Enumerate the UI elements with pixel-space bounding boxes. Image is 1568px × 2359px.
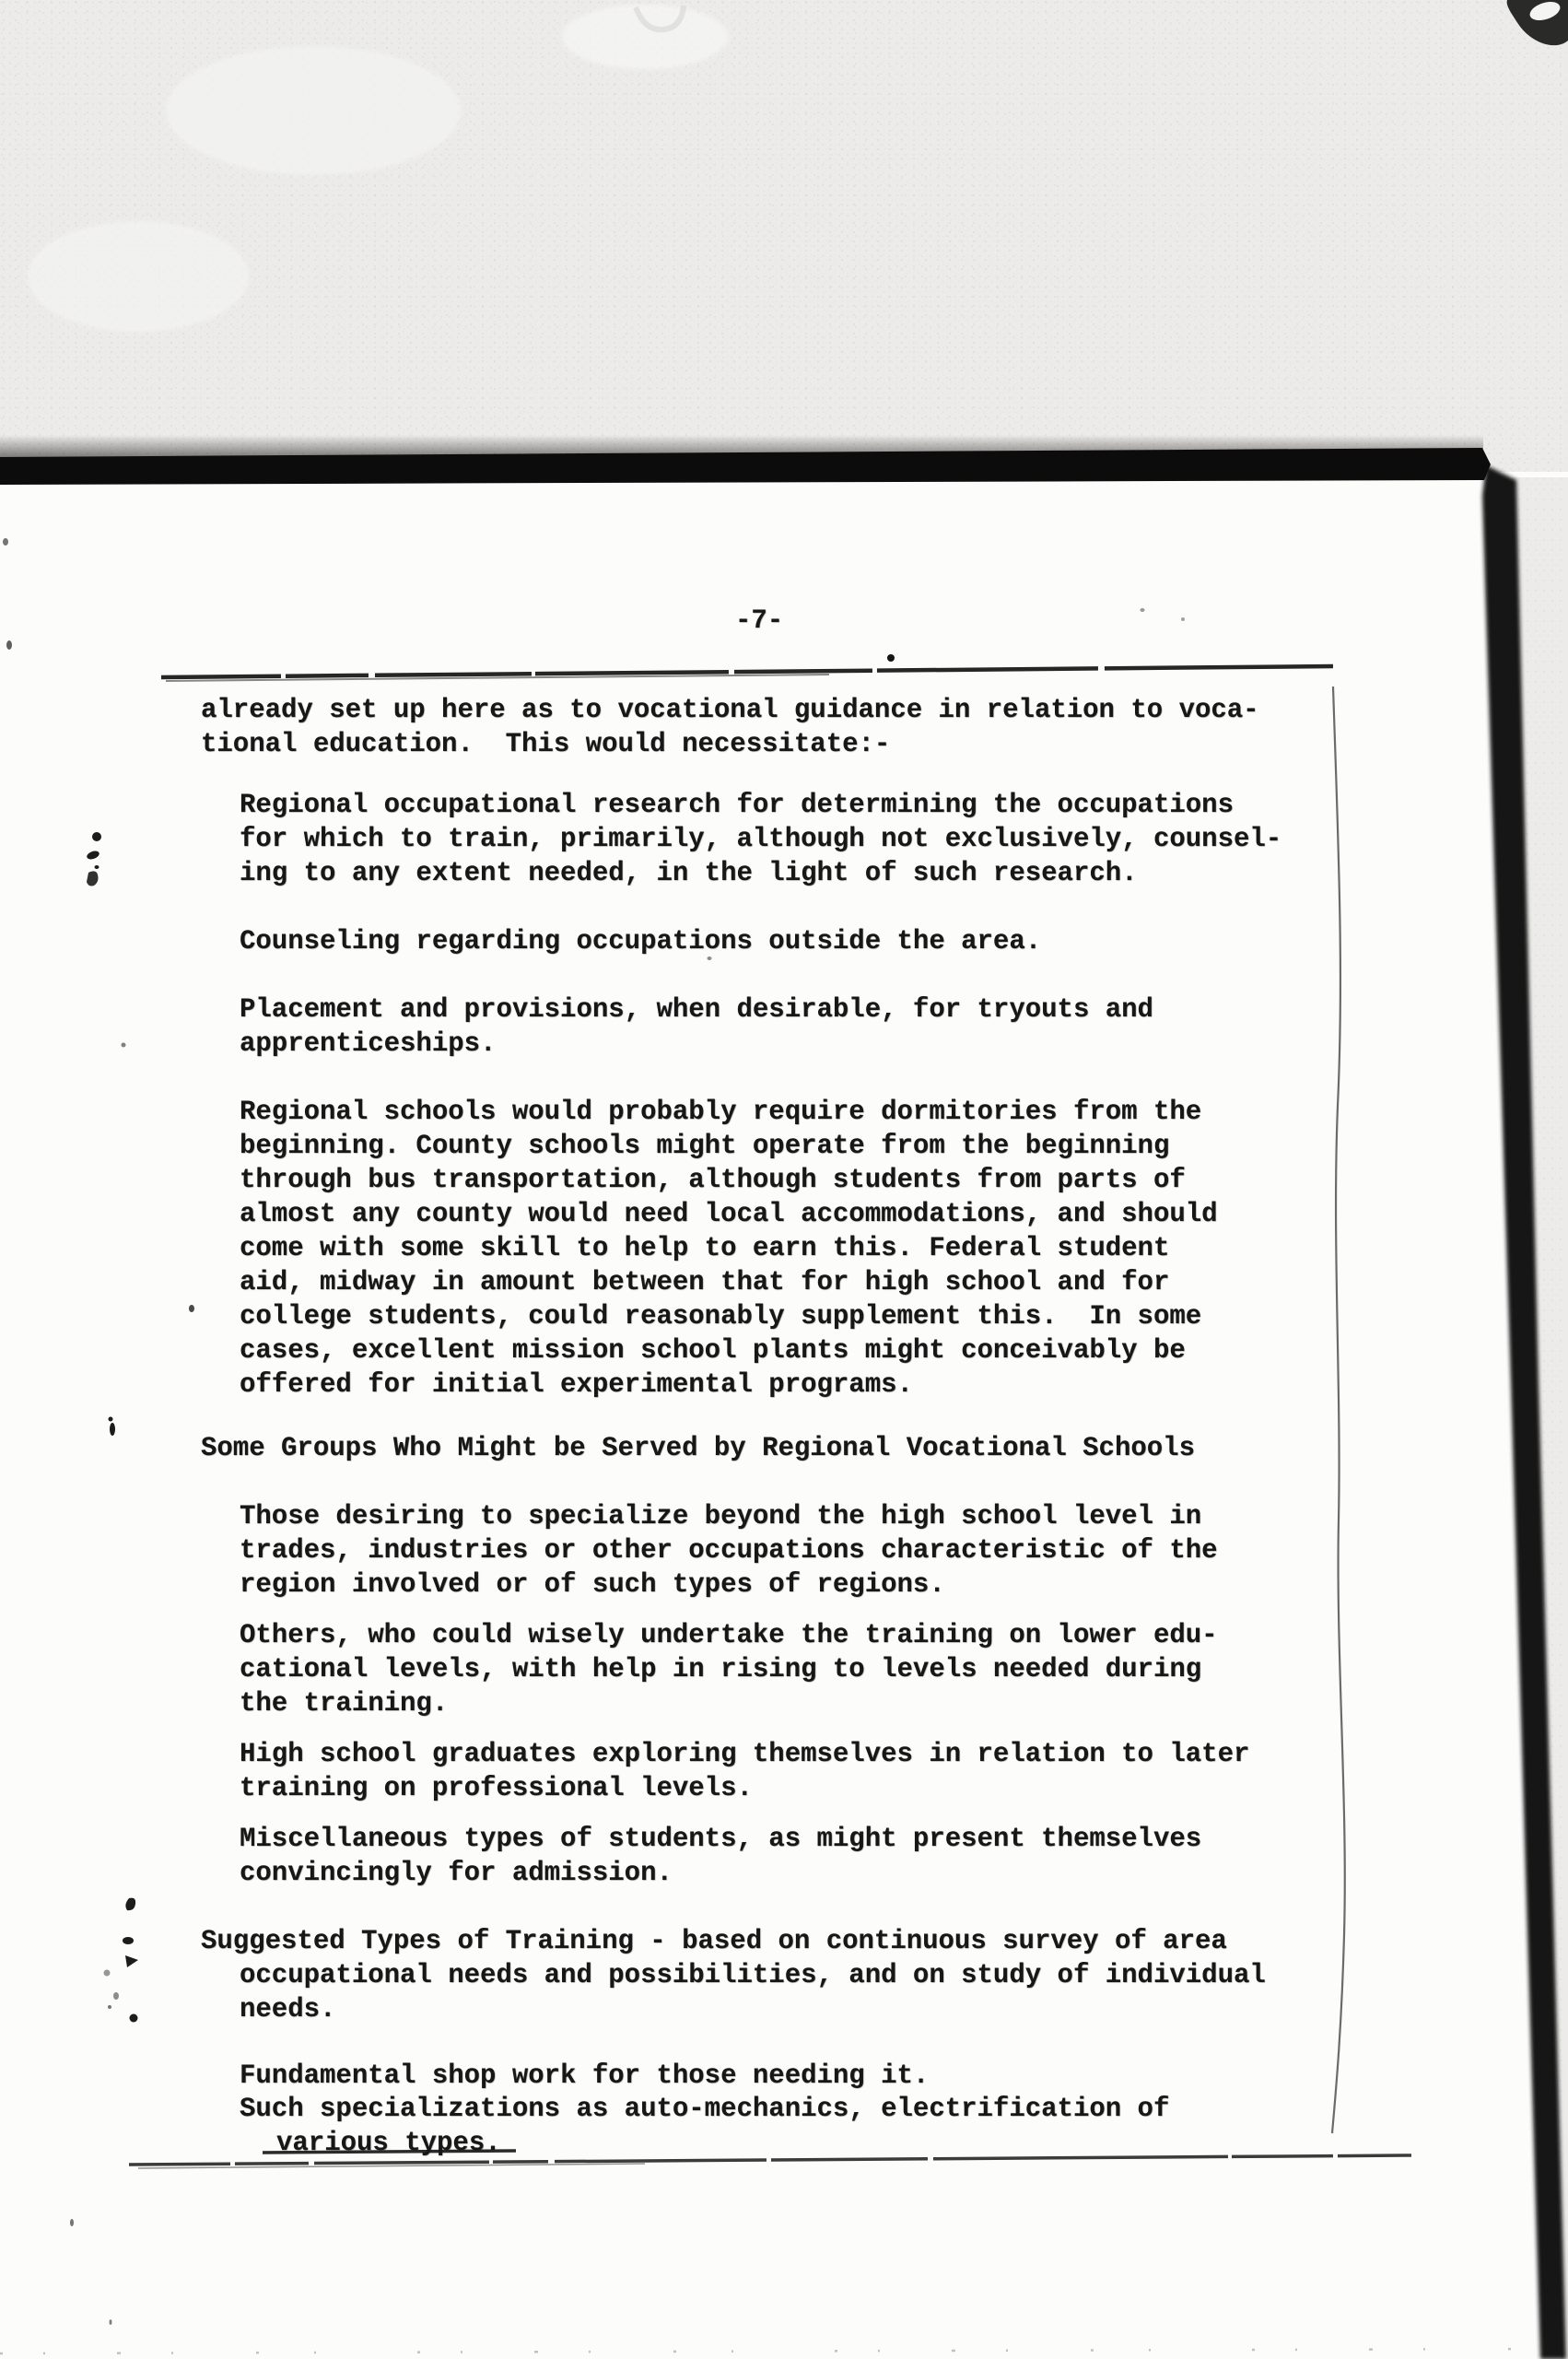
text-line: various types. [276,2127,501,2159]
text-line: cases, excellent mission school plants might conceivably be [240,1334,1186,1367]
text-line: occupational needs and possibilities, and on study of individual [240,1959,1266,1991]
text-line: already set up here as to vocational guidance in relation to voca- [201,694,1259,726]
text-line: apprenticeships. [240,1027,497,1060]
text-line: trades, industries or other occupations characteristic of the [240,1534,1218,1567]
text-line: High school graduates exploring themselves in relation to later [240,1738,1250,1770]
text-line: convincingly for admission. [240,1857,673,1889]
text-line: ing to any extent needed, in the light of such research. [240,857,1138,889]
text-line: beginning. County schools might operate from the beginning [240,1130,1170,1162]
text-line: aid, midway in amount between that for high school and for [240,1266,1170,1298]
text-line: Regional schools would probably require dormitories from the [240,1096,1202,1128]
text-line: cational levels, with help in rising to levels needed during [240,1653,1202,1685]
text-line: tional education. This would necessitate:- [201,728,891,760]
text-line: Such specializations as auto-mechanics, electrification of [240,2093,1170,2125]
text-line: college students, could reasonably supplement this. In some [240,1300,1202,1332]
text-line: offered for initial experimental programs. [240,1368,913,1401]
text-line: almost any county would need local accommodations, and should [240,1198,1218,1230]
text-line: come with some skill to help to earn this. Federal student [240,1232,1170,1264]
text-line: Fundamental shop work for those needing it. [240,2060,930,2092]
text-line: Those desiring to specialize beyond the high school level in [240,1500,1202,1532]
text-line: through bus transportation, although students from parts of [240,1164,1186,1196]
text-line: the training. [240,1687,449,1719]
text-line: Suggested Types of Training - based on continuous survey of area [201,1925,1227,1957]
text-line: needs. [240,1993,336,2025]
text-line: Regional occupational research for determining the occupations [240,789,1234,821]
text-line: Some Groups Who Might be Served by Regional Vocational Schools [201,1432,1195,1464]
text-line: region involved or of such types of regions. [240,1568,945,1601]
page-number: -7- [735,604,784,637]
text-line: Others, who could wisely undertake the training on lower edu- [240,1619,1218,1651]
text-line: Miscellaneous types of students, as might present themselves [240,1823,1202,1855]
text-line: training on professional levels. [240,1772,753,1804]
text-line: for which to train, primarily, although not exclusively, counsel- [240,823,1282,855]
text-line: Counseling regarding occupations outside the area. [240,925,1042,957]
text-line: Placement and provisions, when desirable, for tryouts and [240,993,1153,1026]
